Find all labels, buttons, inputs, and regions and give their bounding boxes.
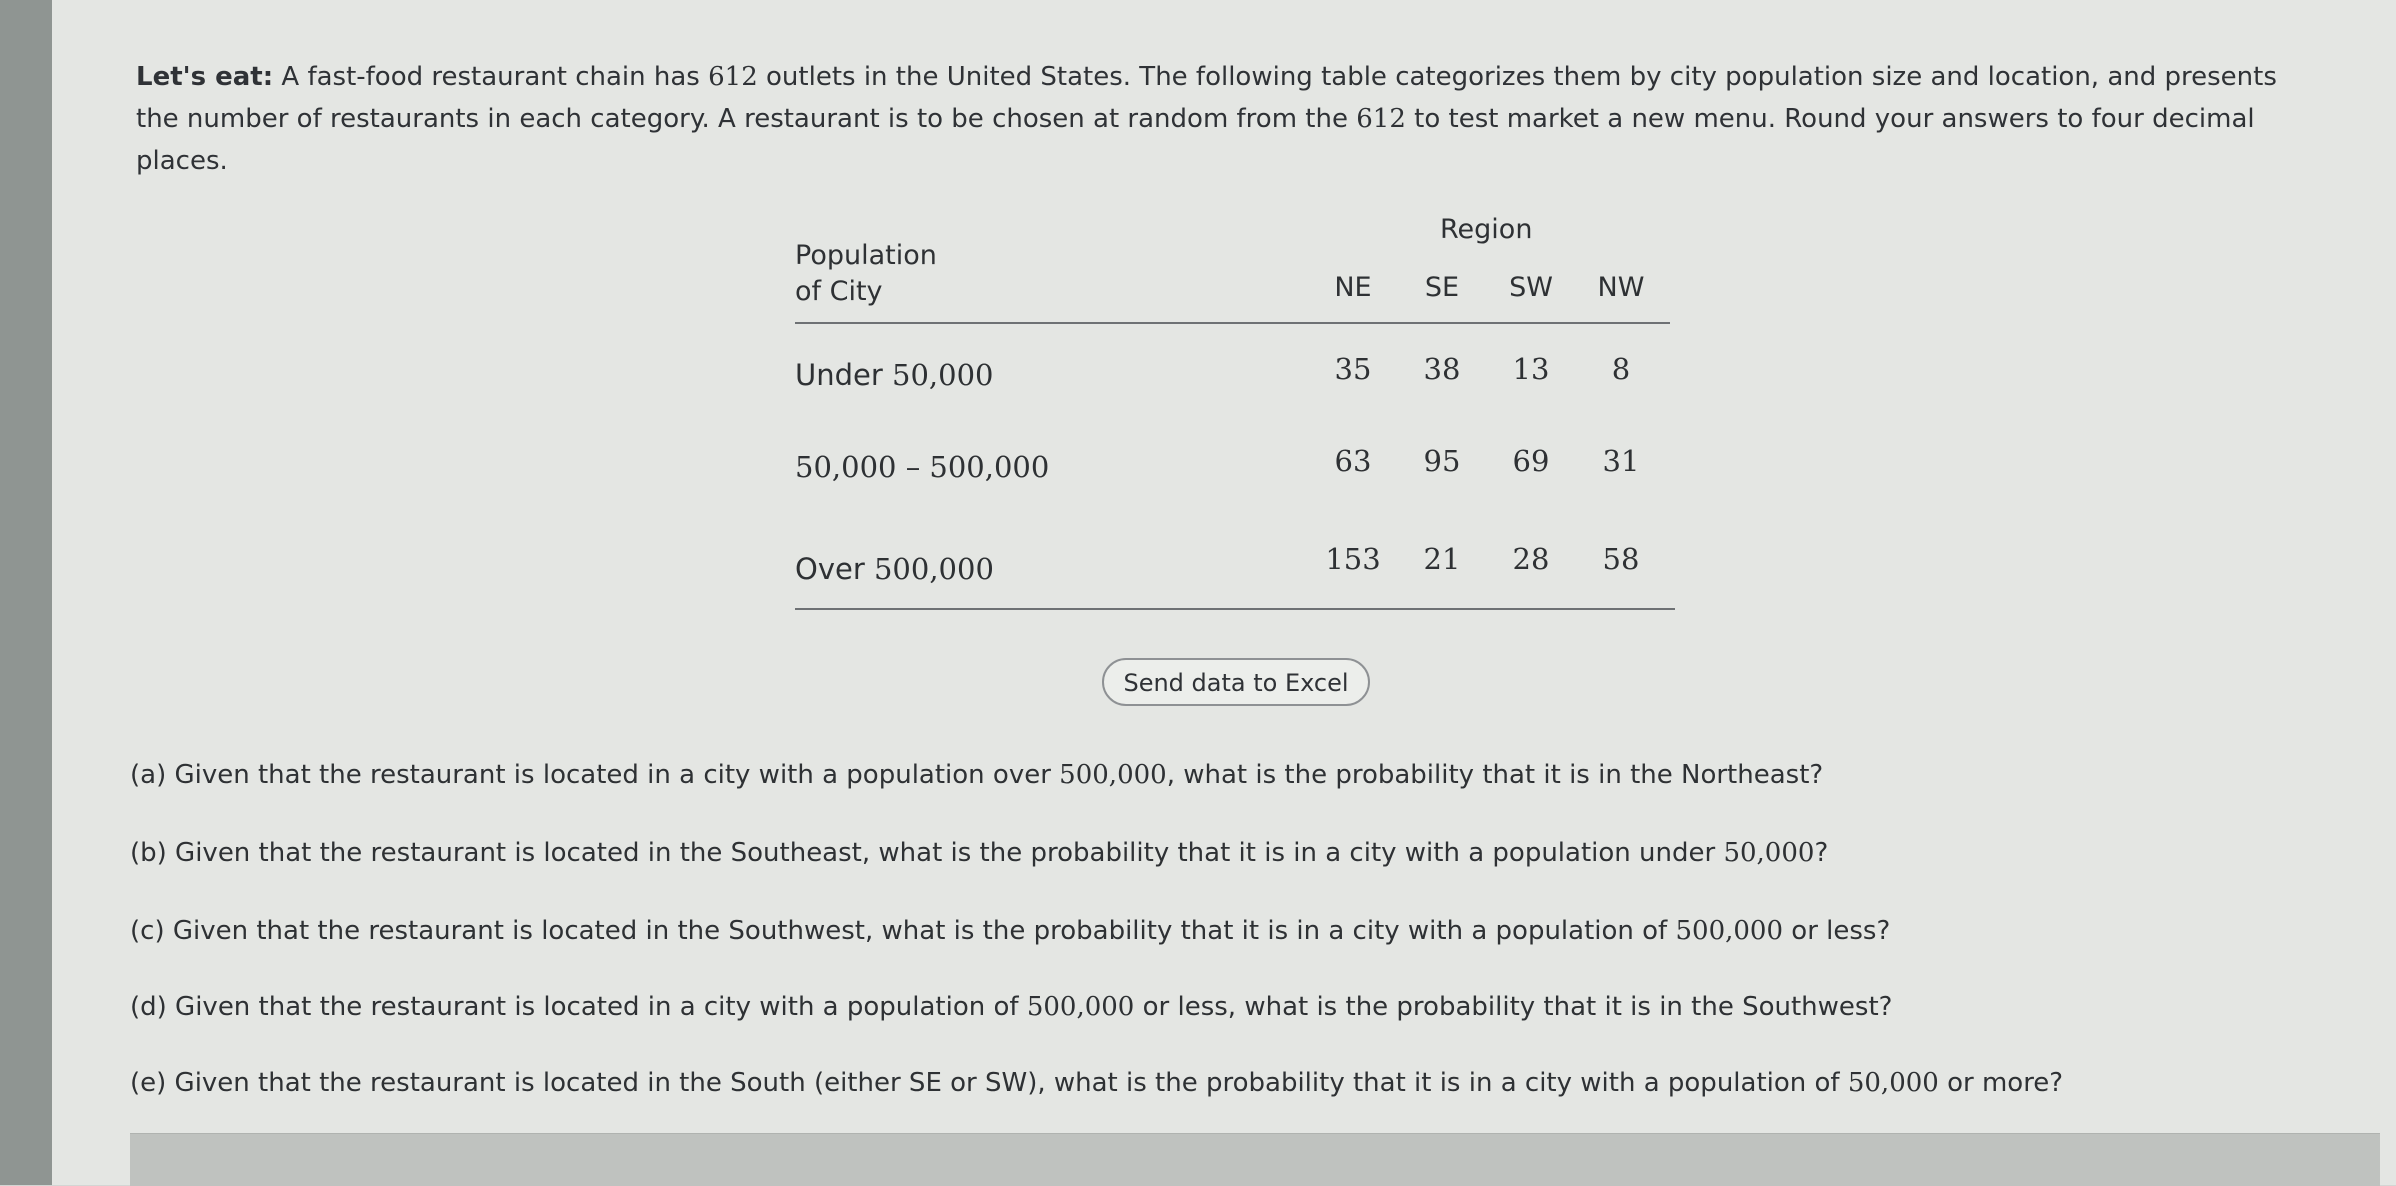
question-a <box>130 760 1823 790</box>
row-label-50000-500000: 50,000 – 500,000 <box>795 450 1050 484</box>
table-top-rule <box>795 322 1670 324</box>
question-text: ? <box>1814 838 1829 868</box>
table-cell: 35 <box>1334 352 1372 386</box>
table-cell: 21 <box>1423 542 1461 576</box>
send-data-to-excel-button[interactable]: Send data to Excel <box>1102 658 1370 706</box>
question-text: or less, what is the probability that it is in the Southwest? <box>1134 992 1893 1022</box>
column-header-nw: NW <box>1597 272 1645 303</box>
table-cell: 13 <box>1512 352 1550 386</box>
column-header-se: SE <box>1424 272 1460 303</box>
row-label-number: 50,000 <box>892 358 994 392</box>
question-number: 500,000 <box>1675 916 1784 946</box>
question-text: (e) Given that the restaurant is located in the South (either SE or SW), what is the probability that it is in a city with a population of <box>130 1068 1848 1098</box>
left-edge-strip <box>0 0 52 1185</box>
question-number: 50,000 <box>1723 838 1815 868</box>
question-c <box>130 916 1890 946</box>
question-text: , what is the probability that it is in the Northeast? <box>1166 760 1824 790</box>
column-header-ne: NE <box>1334 272 1372 303</box>
question-text: (b) Given that the restaurant is located in the Southeast, what is the probability that it is in a city with a population under <box>130 838 1724 868</box>
question-text: or more? <box>1938 1068 2064 1098</box>
question-e <box>130 1068 2063 1098</box>
intro-text-2: outlets in the United States. The following table categorizes them by city population size and location, and presents the number of restaurants in each category. A restaurant is to be chosen at random from the <box>136 62 2277 134</box>
row-label-over-500000 <box>795 552 994 586</box>
intro-total: 612 <box>708 62 758 92</box>
row-header-line-1: Population <box>795 240 937 271</box>
question-b <box>130 838 1828 868</box>
question-number: 500,000 <box>1059 760 1167 790</box>
table-bottom-rule <box>795 608 1675 610</box>
question-text: (c) Given that the restaurant is located in the Southwest, what is the probability that it is in a city with a population of <box>130 916 1676 946</box>
question-text: or less? <box>1783 916 1891 946</box>
table-cell: 38 <box>1423 352 1461 386</box>
problem-intro <box>136 56 2316 182</box>
table-cell: 69 <box>1512 444 1550 478</box>
group-header-region: Region <box>1440 214 1533 245</box>
row-label-under-50000 <box>795 358 993 392</box>
row-header-population <box>795 238 937 310</box>
restaurant-table <box>795 210 1675 630</box>
intro-text-3: to test market a new menu. Round your answers to four decimal places. <box>136 104 2255 176</box>
table-cell: 95 <box>1423 444 1461 478</box>
row-label-prefix: Over <box>795 552 874 586</box>
intro-lead: Let's eat: <box>136 62 274 92</box>
question-text: (a) Given that the restaurant is located in a city with a population over <box>130 760 1060 790</box>
question-number: 50,000 <box>1847 1068 1939 1098</box>
bottom-answer-bar <box>130 1133 2380 1186</box>
row-header-line-2: of City <box>795 276 883 307</box>
table-cell: 153 <box>1325 542 1381 576</box>
table-cell: 28 <box>1512 542 1550 576</box>
table-cell: 31 <box>1602 444 1640 478</box>
question-text: (d) Given that the restaurant is located in a city with a population of <box>130 992 1027 1022</box>
intro-text-1: A fast-food restaurant chain has <box>273 62 709 92</box>
row-label-prefix: Under <box>795 358 892 392</box>
question-number: 500,000 <box>1026 992 1135 1022</box>
table-cell: 58 <box>1602 542 1640 576</box>
intro-total-repeat: 612 <box>1356 104 1406 134</box>
table-cell: 63 <box>1334 444 1372 478</box>
row-label-number: 500,000 <box>873 552 994 586</box>
question-d <box>130 992 1892 1022</box>
table-cell: 8 <box>1611 352 1631 386</box>
column-header-sw: SW <box>1509 272 1553 303</box>
